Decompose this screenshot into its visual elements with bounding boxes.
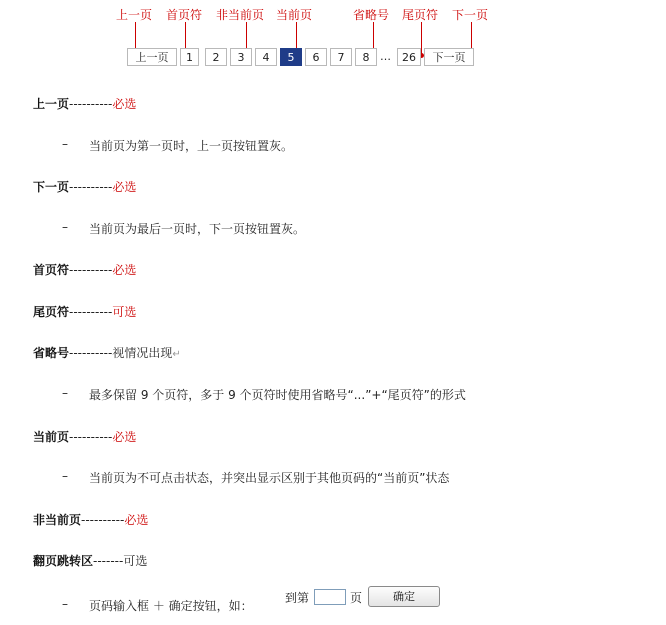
status-first: 必选 [112, 263, 137, 277]
separator: ---------- [81, 513, 125, 527]
section-noncurrent [33, 511, 148, 528]
leader-line-last [421, 22, 422, 55]
status-next: 必选 [112, 180, 137, 194]
term-ellipsis: 省略号 [33, 346, 70, 360]
separator: ---------- [69, 346, 113, 360]
status-current: 必选 [112, 430, 137, 444]
page-button-1[interactable]: 1 [180, 48, 199, 66]
desc-next: 当前页为最后一页时，下一页按钮置灰。 [89, 222, 306, 236]
section-first [33, 261, 136, 278]
prev-page-button[interactable]: 上一页 [127, 48, 177, 66]
status-ellipsis: 视情况出现 [112, 346, 173, 360]
section-jump [33, 552, 147, 569]
page-button-4[interactable]: 4 [255, 48, 277, 66]
page-button-2[interactable]: 2 [205, 48, 227, 66]
callout-noncurrent: 非当前页 [216, 8, 265, 22]
status-noncurrent: 必选 [124, 513, 149, 527]
bullet-dash: – [62, 386, 68, 400]
term-last: 尾页符 [33, 305, 70, 319]
confirm-button[interactable]: 确定 [368, 586, 440, 607]
separator: ---------- [69, 305, 113, 319]
return-mark-icon: ↵ [172, 349, 181, 360]
jump-prefix: 到第 [285, 591, 310, 605]
desc-ellipsis: 最多保留 9 个页符，多于 9 个页符时使用省略号“...”+“尾页符”的形式 [89, 388, 466, 402]
callout-prev: 上一页 [116, 8, 153, 22]
callout-last: 尾页符 [402, 8, 439, 22]
callout-ellipsis: 省略号 [353, 8, 390, 22]
callout-current: 当前页 [276, 8, 313, 22]
current-page-5: 5 [280, 48, 302, 66]
callout-first: 首页符 [166, 8, 203, 22]
desc-prev: 当前页为第一页时，上一页按钮置灰。 [89, 139, 294, 153]
term-jump: 翻页跳转区 [33, 554, 94, 568]
separator: ---------- [69, 430, 113, 444]
desc-current: 当前页为不可点击状态，并突出显示区别于其他页码的“当前页”状态 [89, 471, 450, 485]
page-button-3[interactable]: 3 [230, 48, 252, 66]
status-last: 可选 [112, 305, 137, 319]
separator: ---------- [69, 97, 113, 111]
term-prev: 上一页 [33, 97, 70, 111]
term-next: 下一页 [33, 180, 70, 194]
page-button-7[interactable]: 7 [330, 48, 352, 66]
bullet-dash: – [62, 597, 68, 611]
next-page-button[interactable]: 下一页 [424, 48, 474, 66]
page-number-input[interactable] [314, 589, 346, 605]
jump-suffix: 页 [350, 591, 363, 605]
term-noncurrent: 非当前页 [33, 513, 82, 527]
separator: ---------- [69, 263, 113, 277]
page-button-6[interactable]: 6 [305, 48, 327, 66]
term-current: 当前页 [33, 430, 70, 444]
separator: ------- [93, 554, 124, 568]
last-page-button[interactable]: 26 [397, 48, 421, 66]
status-jump: 可选 [123, 554, 148, 568]
status-prev: 必选 [112, 97, 137, 111]
section-current [33, 428, 136, 445]
bullet-dash: – [62, 220, 68, 234]
bullet-dash: – [62, 137, 68, 151]
section-next [33, 178, 136, 195]
desc-jump: 页码输入框 ＋ 确定按钮，如： [89, 599, 253, 613]
section-ellipsis [33, 344, 181, 361]
pager-ellipsis: … [380, 50, 391, 63]
separator: ---------- [69, 180, 113, 194]
term-first: 首页符 [33, 263, 70, 277]
section-prev [33, 95, 136, 112]
page-button-8[interactable]: 8 [355, 48, 377, 66]
section-last [33, 303, 136, 320]
callout-next: 下一页 [452, 8, 489, 22]
bullet-dash: – [62, 469, 68, 483]
